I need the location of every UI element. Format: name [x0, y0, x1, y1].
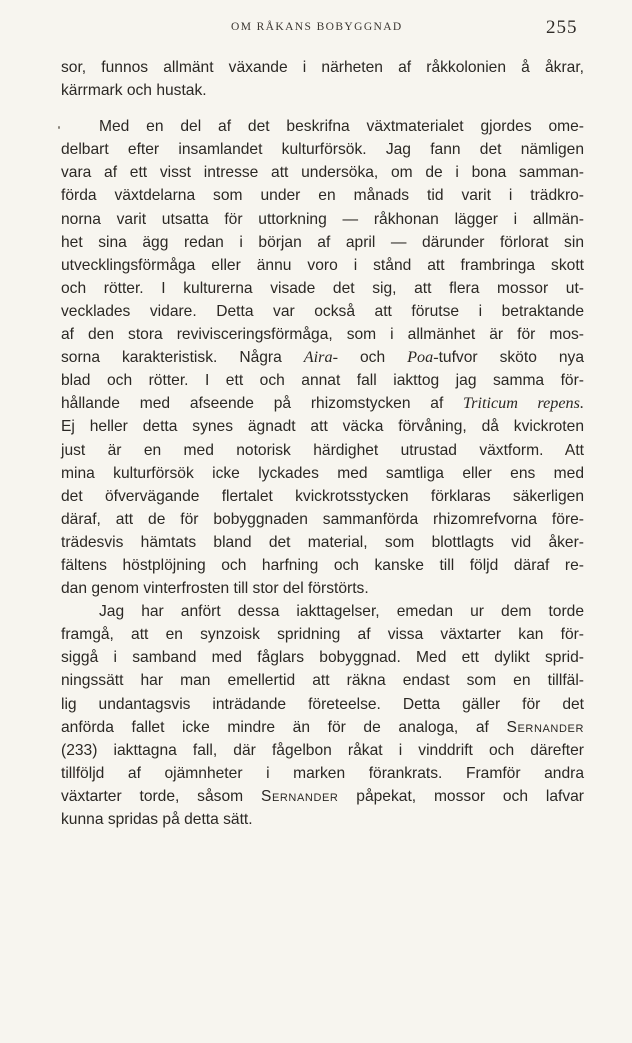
text-line: ningssätt har man emellertid att räkna endast som en tillfäl- — [61, 672, 584, 690]
text-line: kunna spridas på detta sätt. — [61, 811, 253, 828]
paragraph-3 — [61, 600, 584, 831]
text-line: af den stora revivisceringsförmåga, som i allmänhet är för mos- — [61, 326, 584, 344]
text-line: blad och rötter. I ett och annat fall iakttog jag samma för- — [61, 372, 584, 390]
text-line: sor, funnos allmänt växande i närheten af råkkolonien å åkrar, — [61, 59, 584, 76]
text-segment: växtarter torde, såsom — [61, 787, 261, 805]
author-name-sernander: Sernander — [506, 718, 584, 736]
italic-genus-poa: Poa- — [407, 348, 439, 367]
paragraph-2 — [61, 115, 584, 600]
text-line: det öfvervägande flertalet kvickrotsstycken förklaras säkerligen — [61, 487, 584, 505]
print-speck — [58, 126, 60, 129]
body-text — [61, 56, 584, 831]
text-segment: påpekat, mossor och lafvar — [338, 787, 584, 805]
text-line: vecklades vidare. Detta var också att förutse i betraktande — [61, 302, 584, 320]
text-segment: anförda fallet icke mindre än för de analoga, af — [61, 718, 507, 736]
text-line: lig undantagsvis inträdande företeelse. Detta gäller för det — [61, 695, 584, 713]
author-name-sernander: Sernander — [260, 787, 339, 805]
text-line: Jag har anfört dessa iakttagelser, emedan ur dem torde — [99, 603, 584, 621]
text-line — [61, 392, 584, 415]
text-line: däraf, att de för bobyggnaden sammanförda rhizomrefvorna före- — [61, 510, 584, 528]
text-line: dan genom vinterfrosten till stor del förstörts. — [61, 580, 369, 598]
running-title: OM RÅKANS BOBYGGNAD — [231, 21, 403, 33]
text-line — [61, 716, 584, 739]
text-segment: och — [337, 349, 408, 367]
text-line: trädesvis hämtats bland det material, som blottlagts vid åker- — [61, 533, 584, 551]
text-line: kärrmark och hustak. — [61, 82, 207, 100]
text-segment: sorna karakteristisk. Några — [61, 349, 304, 367]
text-segment: tufvor sköto nya — [438, 349, 585, 367]
italic-species-triticum: Triticum repens. — [463, 394, 584, 413]
running-header — [0, 17, 632, 41]
text-line: siggå i samband med fåglars bobyggnad. Med ett dylikt sprid- — [61, 649, 584, 667]
text-line: utvecklingsförmåga eller ännu voro i stånd att frambringa skott — [61, 256, 584, 274]
text-line: och rötter. I kulturerna visade det sig, att flera mossor ut- — [61, 279, 584, 297]
text-segment: hållande med afseende på rhizomstycken af — [61, 395, 464, 413]
text-line: vara af ett visst intresse att undersöka, om de i bona samman- — [61, 164, 584, 182]
text-line: fältens höstplöjning och harfning och kanske till följd däraf re- — [61, 556, 584, 574]
text-line: Med en del af det beskrifna växtmaterialet gjordes ome- — [99, 118, 584, 136]
paragraph-1 — [61, 56, 584, 102]
text-line: delbart efter insamlandet kulturförsök. Jag fann det nämligen — [61, 141, 584, 159]
text-line: tillföljd af ojämnheter i marken förankrats. Framför andra — [61, 764, 584, 782]
text-line: het sina ägg redan i början af april — därunder förlorat sin — [61, 233, 584, 251]
italic-genus-aira: Aira- — [303, 348, 338, 367]
text-line: framgå, att en synzoisk spridning af vissa växtarter kan för- — [61, 626, 584, 644]
text-line: mina kulturförsök icke lyckades med samtliga eller ens med — [61, 464, 584, 482]
text-line — [61, 785, 584, 808]
text-line — [61, 346, 584, 369]
text-line: Ej heller detta synes ägnadt att väcka förvåning, då kvickroten — [61, 418, 584, 436]
page-number: 255 — [546, 17, 578, 38]
text-line: just är en med notorisk härdighet utrustad växtform. Att — [61, 441, 584, 459]
text-line: (233) iakttagna fall, där fågelbon råkat i vinddrift och därefter — [61, 741, 584, 759]
text-line: förda växtdelarna som under en månads tid varit i trädkro- — [61, 187, 584, 205]
text-line: norna varit utsatta för uttorkning — råkhonan lägger i allmän- — [61, 210, 584, 228]
